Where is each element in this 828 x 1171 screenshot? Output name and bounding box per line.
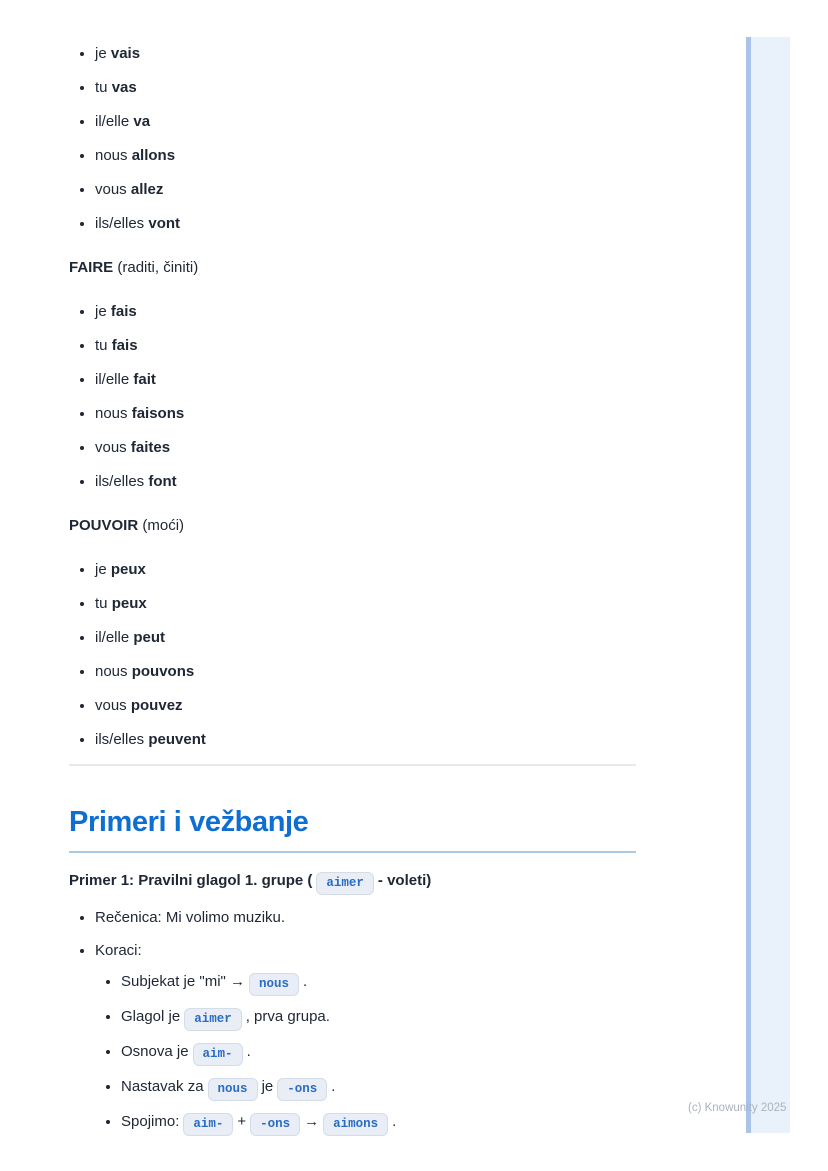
step-text: → xyxy=(304,1113,320,1130)
verb-form: allons xyxy=(131,147,176,164)
pronoun: nous xyxy=(95,405,128,422)
list-item xyxy=(95,336,636,356)
steps-list xyxy=(95,970,636,1136)
list-item xyxy=(95,560,636,580)
pronoun: il/elle xyxy=(95,113,130,130)
list-item xyxy=(95,44,636,64)
inline-code: aimer xyxy=(316,872,374,895)
verb-form: faites xyxy=(130,439,171,456)
verb-form: vais xyxy=(110,45,141,62)
pronoun: ils/elles xyxy=(95,473,145,490)
verb-form: pouvons xyxy=(131,663,195,680)
step-text: , prva grupa. xyxy=(245,1008,330,1025)
verb-form: faisons xyxy=(131,405,185,422)
list-item xyxy=(95,438,636,458)
verb-heading-faire xyxy=(69,258,636,278)
verb-translation: (raditi, činiti) xyxy=(117,259,199,276)
step-text: . xyxy=(246,1043,251,1060)
verb-form: fait xyxy=(133,371,156,388)
conjugation-list-aller xyxy=(69,44,636,234)
pronoun: ils/elles xyxy=(95,731,145,748)
verb-form: fais xyxy=(111,337,138,354)
watermark: (c) Knowunity 2025 xyxy=(688,1102,787,1114)
pronoun: tu xyxy=(95,79,108,96)
list-item xyxy=(95,730,636,750)
pronoun: nous xyxy=(95,663,128,680)
pronoun: je xyxy=(95,561,107,578)
pronoun: tu xyxy=(95,337,108,354)
verb-form: peuvent xyxy=(148,731,206,748)
pronoun: vous xyxy=(95,181,127,198)
pronoun: tu xyxy=(95,595,108,612)
pronoun: ils/elles xyxy=(95,215,145,232)
verb-translation: (moći) xyxy=(142,517,185,534)
verb-form: allez xyxy=(130,181,164,198)
steps-label: Koraci: xyxy=(95,942,142,959)
list-item xyxy=(95,180,636,200)
primer-title-suffix: - voleti) xyxy=(377,872,432,889)
step-text: Subjekat je "mi" → xyxy=(121,973,246,990)
list-item xyxy=(95,302,636,322)
step-item xyxy=(121,970,636,996)
verb-form: peux xyxy=(111,595,147,612)
step-item xyxy=(121,1005,636,1031)
verb-form: peux xyxy=(110,561,146,578)
step-text: . xyxy=(303,973,308,990)
inline-code: nous xyxy=(208,1078,258,1101)
step-item xyxy=(121,1075,636,1101)
section-divider xyxy=(69,764,636,766)
pronoun: je xyxy=(95,303,107,320)
sentence-text: Rečenica: Mi volimo muziku. xyxy=(95,909,286,926)
list-item xyxy=(95,472,636,492)
step-text: . xyxy=(392,1113,397,1130)
verb-form: va xyxy=(133,113,151,130)
step-item xyxy=(121,1040,636,1066)
verb-form: pouvez xyxy=(130,697,183,714)
inline-code: -ons xyxy=(277,1078,327,1101)
list-item xyxy=(95,78,636,98)
step-text: + xyxy=(237,1113,247,1130)
verb-form: vas xyxy=(111,79,137,96)
list-item xyxy=(95,146,636,166)
list-item xyxy=(95,370,636,390)
document-content xyxy=(69,0,636,1149)
verb-form: peut xyxy=(133,629,166,646)
primer-title-prefix: Primer 1: Pravilni glagol 1. grupe ( xyxy=(69,872,313,889)
list-item xyxy=(95,112,636,132)
verb-form: fais xyxy=(110,303,137,320)
pronoun: je xyxy=(95,45,107,62)
step-text: Osnova je xyxy=(121,1043,189,1060)
verb-form: font xyxy=(148,473,177,490)
list-item-sentence xyxy=(95,908,636,928)
list-item xyxy=(95,404,636,424)
pronoun: il/elle xyxy=(95,629,130,646)
step-text: Spojimo: xyxy=(121,1113,180,1130)
step-text: Glagol je xyxy=(121,1008,181,1025)
pronoun: vous xyxy=(95,439,127,456)
list-item xyxy=(95,628,636,648)
step-text: . xyxy=(331,1078,336,1095)
step-item xyxy=(121,1110,636,1136)
verb-name: FAIRE xyxy=(69,259,114,276)
inline-code: aim- xyxy=(193,1043,243,1066)
pronoun: il/elle xyxy=(95,371,130,388)
list-item xyxy=(95,214,636,234)
pronoun: vous xyxy=(95,697,127,714)
page-edge-panel xyxy=(746,37,790,1133)
inline-code: aim- xyxy=(183,1113,233,1136)
conjugation-list-faire xyxy=(69,302,636,492)
list-item xyxy=(95,696,636,716)
pronoun: nous xyxy=(95,147,128,164)
inline-code: aimer xyxy=(184,1008,242,1031)
inline-code: nous xyxy=(249,973,299,996)
list-item xyxy=(95,594,636,614)
section-heading-examples: Primeri i vežbanje xyxy=(69,806,636,853)
verb-heading-pouvoir xyxy=(69,516,636,536)
step-text: Nastavak za xyxy=(121,1078,204,1095)
verb-name: POUVOIR xyxy=(69,517,139,534)
example-list xyxy=(69,908,636,1136)
list-item xyxy=(95,662,636,682)
verb-form: vont xyxy=(148,215,181,232)
primer-1-title xyxy=(69,869,636,895)
step-text: je xyxy=(261,1078,274,1095)
conjugation-list-pouvoir xyxy=(69,560,636,750)
inline-code: aimons xyxy=(323,1113,388,1136)
list-item-steps xyxy=(95,941,636,1136)
inline-code: -ons xyxy=(250,1113,300,1136)
